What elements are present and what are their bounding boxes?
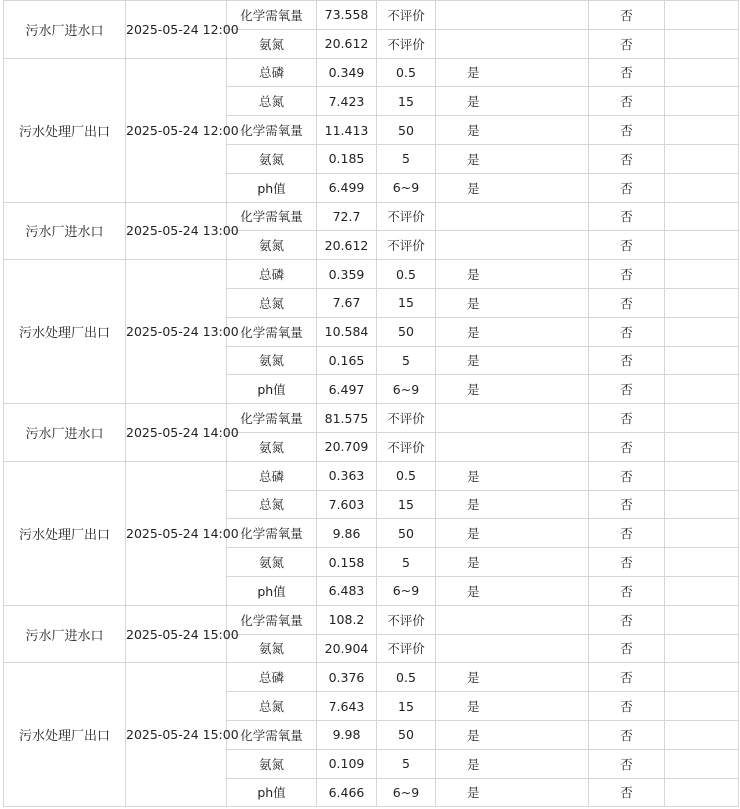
parameter-cell: 总氮: [227, 490, 317, 519]
table-row: [4, 461, 739, 490]
standard-cell: 不评价: [377, 202, 436, 231]
site-name-cell: 污水厂进水口: [4, 202, 126, 260]
blank-cell: [665, 519, 739, 548]
exceed-cell: 否: [589, 231, 665, 260]
blank-cell: [665, 778, 739, 807]
compliant-cell: 是: [436, 317, 589, 346]
parameter-cell: ph值: [227, 375, 317, 404]
compliant-cell: 是: [436, 375, 589, 404]
parameter-cell: 总磷: [227, 461, 317, 490]
compliant-cell: 是: [436, 87, 589, 116]
standard-cell: 5: [377, 346, 436, 375]
table-row: [4, 202, 739, 231]
parameter-cell: 总磷: [227, 663, 317, 692]
blank-cell: [665, 548, 739, 577]
standard-cell: 50: [377, 720, 436, 749]
standard-cell: 15: [377, 87, 436, 116]
parameter-cell: 化学需氧量: [227, 605, 317, 634]
standard-cell: 6~9: [377, 375, 436, 404]
parameter-cell: 化学需氧量: [227, 116, 317, 145]
exceed-cell: 否: [589, 778, 665, 807]
compliant-cell: 是: [436, 346, 589, 375]
value-cell: 20.709: [317, 432, 377, 461]
blank-cell: [665, 404, 739, 433]
standard-cell: 15: [377, 288, 436, 317]
standard-cell: 6~9: [377, 173, 436, 202]
value-cell: 6.466: [317, 778, 377, 807]
blank-cell: [665, 720, 739, 749]
standard-cell: 50: [377, 519, 436, 548]
value-cell: 0.363: [317, 461, 377, 490]
value-cell: 6.483: [317, 576, 377, 605]
compliant-cell: 是: [436, 461, 589, 490]
standard-cell: 15: [377, 490, 436, 519]
parameter-cell: 氨氮: [227, 749, 317, 778]
blank-cell: [665, 375, 739, 404]
exceed-cell: 否: [589, 288, 665, 317]
blank-cell: [665, 692, 739, 721]
value-cell: 0.158: [317, 548, 377, 577]
exceed-cell: 否: [589, 749, 665, 778]
value-cell: 6.497: [317, 375, 377, 404]
standard-cell: 0.5: [377, 58, 436, 87]
monitor-time-cell: 2025-05-24 13:00: [126, 260, 227, 404]
value-cell: 72.7: [317, 202, 377, 231]
value-cell: 7.603: [317, 490, 377, 519]
exceed-cell: 否: [589, 260, 665, 289]
exceed-cell: 否: [589, 144, 665, 173]
parameter-cell: 总氮: [227, 288, 317, 317]
exceed-cell: 否: [589, 317, 665, 346]
table-row: [4, 1, 739, 30]
site-name-cell: 污水处理厂出口: [4, 58, 126, 202]
standard-cell: 不评价: [377, 634, 436, 663]
blank-cell: [665, 87, 739, 116]
parameter-cell: 化学需氧量: [227, 404, 317, 433]
blank-cell: [665, 116, 739, 145]
site-name-cell: 污水处理厂出口: [4, 461, 126, 605]
parameter-cell: 氨氮: [227, 231, 317, 260]
compliant-cell: 是: [436, 749, 589, 778]
exceed-cell: 否: [589, 663, 665, 692]
exceed-cell: 否: [589, 116, 665, 145]
site-name-cell: 污水处理厂出口: [4, 260, 126, 404]
monitor-time-cell: 2025-05-24 12:00: [126, 1, 227, 59]
exceed-cell: 否: [589, 173, 665, 202]
parameter-cell: 总氮: [227, 692, 317, 721]
monitor-time-cell: 2025-05-24 14:00: [126, 404, 227, 462]
parameter-cell: 氨氮: [227, 432, 317, 461]
value-cell: 73.558: [317, 1, 377, 30]
compliant-cell: [436, 432, 589, 461]
exceed-cell: 否: [589, 461, 665, 490]
value-cell: 81.575: [317, 404, 377, 433]
table-row: [4, 404, 739, 433]
compliant-cell: 是: [436, 576, 589, 605]
value-cell: 20.904: [317, 634, 377, 663]
monitor-time-cell: 2025-05-24 15:00: [126, 605, 227, 663]
compliant-cell: 是: [436, 490, 589, 519]
blank-cell: [665, 144, 739, 173]
compliant-cell: 是: [436, 720, 589, 749]
value-cell: 0.359: [317, 260, 377, 289]
parameter-cell: 氨氮: [227, 634, 317, 663]
blank-cell: [665, 317, 739, 346]
monitor-time-cell: 2025-05-24 15:00: [126, 663, 227, 807]
exceed-cell: 否: [589, 202, 665, 231]
blank-cell: [665, 29, 739, 58]
blank-cell: [665, 173, 739, 202]
compliant-cell: 是: [436, 778, 589, 807]
parameter-cell: 总氮: [227, 87, 317, 116]
compliant-cell: [436, 404, 589, 433]
compliant-cell: 是: [436, 173, 589, 202]
exceed-cell: 否: [589, 87, 665, 116]
blank-cell: [665, 490, 739, 519]
standard-cell: 5: [377, 548, 436, 577]
value-cell: 0.165: [317, 346, 377, 375]
parameter-cell: 氨氮: [227, 346, 317, 375]
exceed-cell: 否: [589, 692, 665, 721]
blank-cell: [665, 634, 739, 663]
value-cell: 10.584: [317, 317, 377, 346]
standard-cell: 50: [377, 116, 436, 145]
exceed-cell: 否: [589, 634, 665, 663]
parameter-cell: 总磷: [227, 260, 317, 289]
value-cell: 9.98: [317, 720, 377, 749]
exceed-cell: 否: [589, 576, 665, 605]
exceed-cell: 否: [589, 404, 665, 433]
parameter-cell: 总磷: [227, 58, 317, 87]
value-cell: 9.86: [317, 519, 377, 548]
compliant-cell: 是: [436, 58, 589, 87]
parameter-cell: ph值: [227, 778, 317, 807]
compliant-cell: [436, 202, 589, 231]
exceed-cell: 否: [589, 29, 665, 58]
value-cell: 0.109: [317, 749, 377, 778]
table-row: [4, 605, 739, 634]
parameter-cell: ph值: [227, 173, 317, 202]
parameter-cell: 化学需氧量: [227, 202, 317, 231]
parameter-cell: 氨氮: [227, 29, 317, 58]
blank-cell: [665, 432, 739, 461]
compliant-cell: [436, 29, 589, 58]
standard-cell: 6~9: [377, 576, 436, 605]
table-row: [4, 58, 739, 87]
compliant-cell: 是: [436, 144, 589, 173]
standard-cell: 0.5: [377, 663, 436, 692]
blank-cell: [665, 260, 739, 289]
compliant-cell: [436, 1, 589, 30]
monitor-time-cell: 2025-05-24 12:00: [126, 58, 227, 202]
monitor-time-cell: 2025-05-24 13:00: [126, 202, 227, 260]
standard-cell: 6~9: [377, 778, 436, 807]
parameter-cell: 化学需氧量: [227, 519, 317, 548]
blank-cell: [665, 202, 739, 231]
table-body: [4, 1, 739, 807]
compliant-cell: 是: [436, 663, 589, 692]
parameter-cell: 化学需氧量: [227, 720, 317, 749]
exceed-cell: 否: [589, 605, 665, 634]
blank-cell: [665, 58, 739, 87]
parameter-cell: 化学需氧量: [227, 317, 317, 346]
blank-cell: [665, 663, 739, 692]
exceed-cell: 否: [589, 490, 665, 519]
compliant-cell: [436, 231, 589, 260]
standard-cell: 不评价: [377, 404, 436, 433]
parameter-cell: 化学需氧量: [227, 1, 317, 30]
exceed-cell: 否: [589, 346, 665, 375]
exceed-cell: 否: [589, 548, 665, 577]
table-row: [4, 663, 739, 692]
blank-cell: [665, 231, 739, 260]
compliant-cell: 是: [436, 519, 589, 548]
compliant-cell: [436, 634, 589, 663]
exceed-cell: 否: [589, 375, 665, 404]
parameter-cell: ph值: [227, 576, 317, 605]
compliant-cell: 是: [436, 116, 589, 145]
parameter-cell: 氨氮: [227, 548, 317, 577]
standard-cell: 5: [377, 144, 436, 173]
exceed-cell: 否: [589, 1, 665, 30]
compliant-cell: 是: [436, 288, 589, 317]
blank-cell: [665, 749, 739, 778]
standard-cell: 15: [377, 692, 436, 721]
standard-cell: 不评价: [377, 231, 436, 260]
compliant-cell: 是: [436, 260, 589, 289]
compliant-cell: 是: [436, 692, 589, 721]
value-cell: 7.643: [317, 692, 377, 721]
value-cell: 0.349: [317, 58, 377, 87]
monitor-time-cell: 2025-05-24 14:00: [126, 461, 227, 605]
value-cell: 6.499: [317, 173, 377, 202]
exceed-cell: 否: [589, 432, 665, 461]
blank-cell: [665, 346, 739, 375]
blank-cell: [665, 605, 739, 634]
blank-cell: [665, 576, 739, 605]
site-name-cell: 污水处理厂出口: [4, 663, 126, 807]
value-cell: 0.376: [317, 663, 377, 692]
compliant-cell: 是: [436, 548, 589, 577]
site-name-cell: 污水厂进水口: [4, 605, 126, 663]
standard-cell: 不评价: [377, 432, 436, 461]
value-cell: 108.2: [317, 605, 377, 634]
table-row: [4, 260, 739, 289]
exceed-cell: 否: [589, 58, 665, 87]
blank-cell: [665, 288, 739, 317]
value-cell: 11.413: [317, 116, 377, 145]
parameter-cell: 氨氮: [227, 144, 317, 173]
exceed-cell: 否: [589, 519, 665, 548]
site-name-cell: 污水厂进水口: [4, 404, 126, 462]
value-cell: 0.185: [317, 144, 377, 173]
blank-cell: [665, 1, 739, 30]
standard-cell: 不评价: [377, 29, 436, 58]
compliant-cell: [436, 605, 589, 634]
standard-cell: 50: [377, 317, 436, 346]
standard-cell: 不评价: [377, 1, 436, 30]
value-cell: 7.67: [317, 288, 377, 317]
site-name-cell: 污水厂进水口: [4, 1, 126, 59]
exceed-cell: 否: [589, 720, 665, 749]
value-cell: 7.423: [317, 87, 377, 116]
standard-cell: 不评价: [377, 605, 436, 634]
standard-cell: 0.5: [377, 260, 436, 289]
standard-cell: 5: [377, 749, 436, 778]
value-cell: 20.612: [317, 29, 377, 58]
monitoring-data-table: [3, 0, 739, 807]
blank-cell: [665, 461, 739, 490]
standard-cell: 0.5: [377, 461, 436, 490]
value-cell: 20.612: [317, 231, 377, 260]
